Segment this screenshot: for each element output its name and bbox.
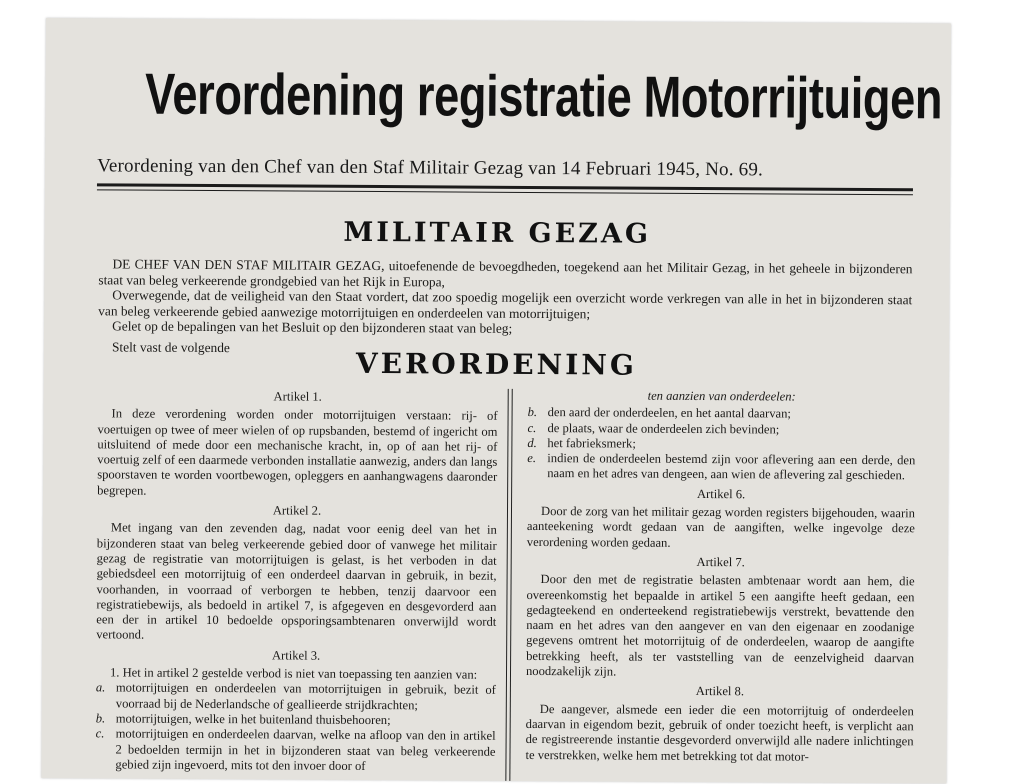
poster-sheet [41,18,951,784]
article-text: Met ingang van den zevenden dag, nadat voor eenig deel van het in bijzonderen staat van beleg verkeerende gebied door of vanwege het militair gezag de registratie van motorrijtuigen is gelast, is het verboden in dat gebiedsdeel een motorrijtuig of een onderdeel daarvan in gebruik, in bezit, voorhanden, in voorraad of verborgen te hebben, tenzij daarvoor een registratiebewijs, als bedoeld in artikel 7, is afgegeven en desgevorderd aan een der in artikel 10 bedoelde opsporingsambtenaren onverwijld wordt vertoond. [96,520,497,643]
list-text: motorrijtuigen en onderdeelen daarvan, welke na afloop van den in artikel 2 bedoelden termijn in het in bijzonderen staat van beleg verkeerende gebied zijn ingevoerd, mits tot den invoer door of [115,726,496,773]
column-divider [509,389,512,784]
list-marker: b. [527,405,538,420]
article-title: Artikel 7. [696,554,745,570]
article-text: De aangever, alsmede een ieder die een motorrijtuig of onderdeelen daarvan in eigendom bezit, gebruik of onder toezicht heeft, is verplicht aan de registreerende instantie desgevorderd onverwijld alle nadere inlichtingen te verstrekken, welke hem met betrekking tot dat motor- [525,701,914,764]
preamble-paragraph: DE CHEF VAN DEN STAF MILITAIR GEZAG, uitoefenende de bevoegdheden, toegekend aan het Militair Gezag, in het geheele in bijzonderen staat van beleg verkeerende grondgebied van het Rijk in Europa, [98,256,913,290]
heading-verordening: VERORDENING [355,346,637,382]
list-marker: c. [95,726,105,741]
poster-subtitle: Verordening van den Chef van den Staf Militair Gezag van 14 Februari 1945, No. 69. [97,155,764,181]
list-marker: a. [95,680,106,695]
article-text: In deze verordening worden onder motorrijtuigen verstaan: rij- of voertuigen op twee of meer wielen of op rupsbanden, bestemd of ingericht om uitsluitend of mede door een mechanische kracht, in, op of aan het rij- of voertuig zelf of een daarmede verbonden installatie aanwezig, anders dan langs spoorstaven te worden voortbewogen, opleggers en aanhangwagens daaronder begrepen. [97,406,498,498]
article-text: 1. Het in artikel 2 gestelde verbod is niet van toepassing ten aanzien van: [109,665,478,682]
list-text: indien de onderdeelen bestemd zijn voor aflevering aan een derde, den naam en het adres van dengeen, aan wien de aflevering zal geschieden. [547,451,916,483]
article-title: Artikel 6. [696,486,746,502]
list-marker: e. [527,451,537,466]
section-subheading: ten aanzien van onderdeelen: [647,388,796,404]
list-text: de plaats, waar de onderdeelen zich bevinden; [547,420,780,437]
heading-militair-gezag: MILITAIR GEZAG [343,216,652,250]
list-text: motorrijtuigen en onderdeelen van motorrijtuigen in gebruik, bezit of voorraad bij de Nederlandsche of geallieerde strijdkrachten; [115,680,496,712]
list-marker: d. [527,435,537,450]
list-text: den aard der onderdeelen, en het aantal daarvan; [547,405,791,421]
list-marker: b. [95,711,106,726]
left-column [95,384,497,775]
preamble-paragraph: Stelt vast de volgende [111,339,230,356]
article-title: Artikel 2. [272,503,322,518]
list-text: het fabrieksmerk; [547,435,636,451]
preamble-paragraph: Gelet op de bepalingen van het Besluit op den bijzonderen staat van beleg; [112,318,513,337]
article-text: Door den met de registratie belasten ambtenaar wordt aan hem, die overeenkomstig het bepaalde in artikel 5 een aangifte heeft gedaan, een gedagteekend en onderteekend registratiebewijs verstrekt, bevattende den naam en het adres van den aangever en van den eigenaar en zoodanige gegevens omtrent het motorrijtuig of de onderdeelen, waarop de aangifte betrekking heeft, als ter vaststelling van de eenzelvigheid daarvan noodzakelijk zijn. [525,572,915,679]
article-title: Artikel 3. [271,648,321,663]
list-item [96,681,496,714]
article-title: Artikel 8. [695,684,745,699]
list-item [527,451,915,484]
article-text: Door de zorg van het militair gezag worden registers bijgehouden, waarin aanteekening wordt gedaan van de aangiften, welke ingevolge deze verordening worden gedaan. [526,504,916,550]
preamble-paragraph: Overwegende, dat de veiligheid van den Staat vordert, dat zoo spoedig mogelijk een overzicht worde verkregen van alle in het in bijzonderen staat van beleg verkeerende gebied aanwezige motorrijtuigen en onderdeelen van motorrijtuigen; [98,287,913,322]
column-divider [505,389,508,784]
preamble [98,256,913,360]
article-title: Artikel 1. [273,389,322,404]
list-marker: c. [527,420,537,435]
poster-title: Verordening registratie Motorrijtuigen [144,61,943,132]
list-text: motorrijtuigen, welke in het buitenland thuisbehooren; [115,711,391,728]
right-column [525,387,915,765]
